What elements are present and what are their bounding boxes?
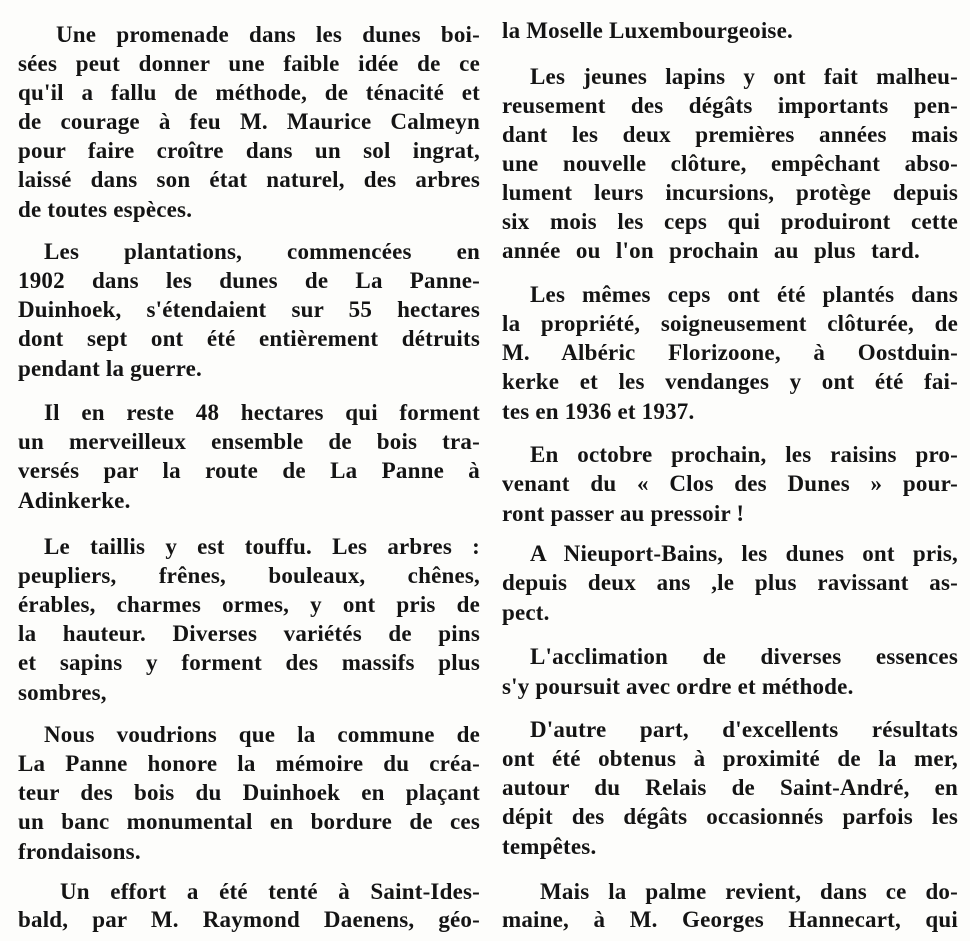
text-line: Adinkerke. (18, 488, 131, 513)
text-line: peupliers, frênes, bouleaux, chênes, (18, 563, 480, 588)
text-line: La Panne honore la mémoire du créa- (18, 751, 480, 776)
text-line: D'autre part, d'excellents résultats (530, 717, 958, 742)
text-line: venant du « Clos des Dunes » pour- (502, 471, 958, 496)
text-line: pour faire croître dans un sol ingrat, (18, 138, 480, 163)
text-line: qu'il a fallu de méthode, de ténacité et (18, 80, 480, 105)
text-line: Nous voudrions que la commune de (44, 722, 480, 747)
text-line: Une promenade dans les dunes boi- (56, 22, 480, 47)
text-line: Les jeunes lapins y ont fait malheu- (530, 64, 958, 89)
text-line: 1902 dans les dunes de La Panne- (18, 268, 480, 293)
text-line: Un effort a été tenté à Saint-Ides- (60, 879, 480, 904)
text-line: A Nieuport-Bains, les dunes ont pris, (530, 541, 958, 566)
text-line: depuis deux ans ,le plus ravissant as- (502, 570, 958, 595)
text-line: L'acclimation de diverses essences (530, 644, 958, 669)
text-line: un merveilleux ensemble de bois tra- (18, 429, 480, 454)
text-line: Les plantations, commencées en (44, 239, 480, 264)
text-line: maine, à M. Georges Hannecart, qui (502, 907, 958, 932)
text-line: année ou l'on prochain au plus tard. (502, 238, 920, 263)
text-line: pect. (502, 600, 550, 625)
text-line: Mais la palme revient, dans ce do- (540, 879, 958, 904)
text-line: Il en reste 48 hectares qui forment (44, 400, 480, 425)
text-line: laissé dans son état naturel, des arbres (18, 167, 480, 192)
text-line: tes en 1936 et 1937. (502, 399, 695, 424)
text-line: En octobre prochain, les raisins pro- (530, 442, 958, 467)
text-line: une nouvelle clôture, empêchant abso- (502, 151, 958, 176)
text-line: tempêtes. (502, 834, 597, 859)
text-line: Les mêmes ceps ont été plantés dans (530, 282, 958, 307)
text-line: ront passer au pressoir ! (502, 501, 745, 526)
text-line: reusement des dégâts importants pen- (502, 93, 958, 118)
text-line: Duinhoek, s'étendaient sur 55 hectares (18, 297, 480, 322)
text-line: et sapins y forment des massifs plus (18, 650, 480, 675)
text-line: la hauteur. Diverses variétés de pins (18, 621, 480, 646)
text-line: M. Albéric Florizoone, à Oostduin- (502, 340, 958, 365)
text-line: six mois les ceps qui produiront cette (502, 209, 958, 234)
text-line: de courage à feu M. Maurice Calmeyn (18, 109, 480, 134)
text-line: bald, par M. Raymond Daenens, géo- (18, 907, 480, 932)
text-line: autour du Relais de Saint-André, en (502, 775, 958, 800)
text-line: kerke et les vendanges y ont été fai- (502, 369, 958, 394)
text-line: Le taillis y est touffu. Les arbres : (44, 534, 480, 559)
text-line: un banc monumental en bordure de ces (18, 809, 480, 834)
text-line: de toutes espèces. (18, 197, 193, 222)
text-line: dont sept ont été entièrement détruits (18, 326, 480, 351)
text-line: érables, charmes ormes, y ont pris de (18, 592, 480, 617)
text-line: dant les deux premières années mais (502, 122, 958, 147)
text-line: ont été obtenus à proximité de la mer, (502, 746, 958, 771)
text-line: pendant la guerre. (18, 356, 202, 381)
text-line: frondaisons. (18, 839, 141, 864)
text-line: la propriété, soigneusement clôturée, de (502, 311, 958, 336)
text-line: s'y poursuit avec ordre et méthode. (502, 674, 854, 699)
text-line: teur des bois du Duinhoek en plaçant (18, 780, 480, 805)
text-line: versés par la route de La Panne à (18, 458, 480, 483)
text-line: sombres, (18, 680, 107, 705)
text-line: sées peut donner une faible idée de ce (18, 51, 480, 76)
text-line: dépit des dégâts occasionnés parfois les (502, 804, 958, 829)
text-line: la Moselle Luxembourgeoise. (502, 18, 793, 43)
text-line: lument leurs incursions, protège depuis (502, 180, 958, 205)
